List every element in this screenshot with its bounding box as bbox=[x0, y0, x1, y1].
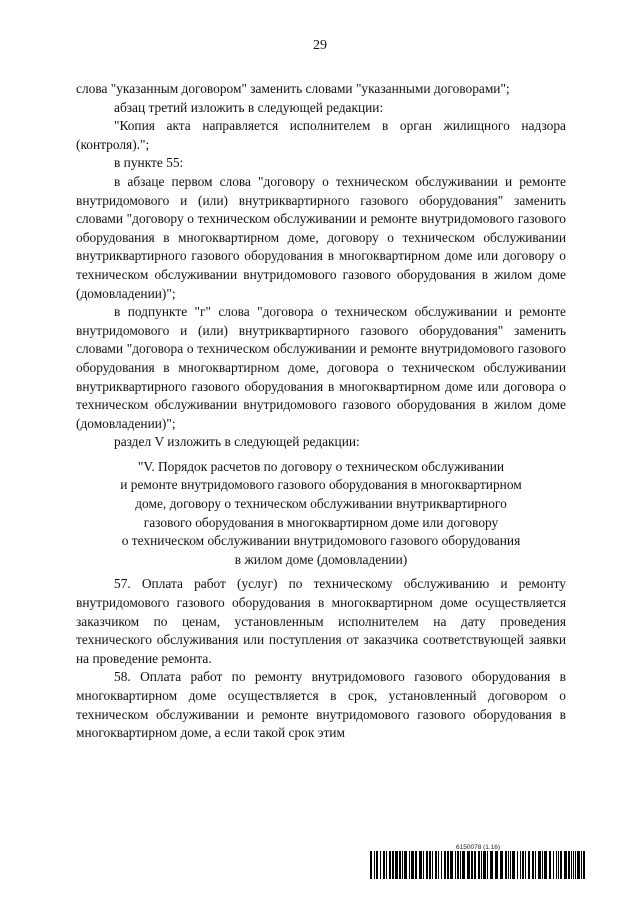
section-title bbox=[76, 458, 566, 570]
paragraph: в абзаце первом слова "договору о техническом обслуживании и ремонте внутридомового и (или) внутриквартирного газового оборудования" заменить словами "договору о техническом обслуживании и ремонте внутридомового газового оборудования в многоквартирном доме, договору о техническом обслуживании внутриквартирного газового оборудования в многоквартирном доме или договору о техническом обслуживании внутридомового газового оборудования в жилом доме (домовладении)"; bbox=[76, 173, 566, 301]
section-title-line: и ремонте внутридомового газового оборудования в многоквартирном bbox=[120, 477, 522, 493]
page-number: 29 bbox=[313, 38, 327, 53]
clause-57: 57. Оплата работ (услуг) по техническому обслуживанию и ремонту внутридомового газового оборудования в многоквартирном доме осуществляется заказчиком по ценам, установленным исполнителем на дату проведения технического обслуживания или поступления от заказчика соответствующей заявки на проведение ремонта. bbox=[76, 576, 566, 666]
paragraph: "Копия акта направляется исполнителем в орган жилищного надзора (контроля)."; bbox=[76, 118, 566, 152]
document-body bbox=[76, 80, 566, 743]
paragraph: раздел V изложить в следующей редакции: bbox=[114, 434, 360, 450]
paragraph: в пункте 55: bbox=[114, 155, 184, 171]
paragraph: слова "указанным договором" заменить словами "указанными договорами"; bbox=[76, 81, 510, 96]
barcode-icon bbox=[370, 851, 586, 879]
paragraph: абзац третий изложить в следующей редакции: bbox=[114, 99, 384, 115]
section-title-line: о техническом обслуживании внутридомового газового оборудования bbox=[121, 533, 521, 549]
section-title-line: "V. Порядок расчетов по договору о техническом обслуживании bbox=[137, 458, 505, 474]
clause-58: 58. Оплата работ по ремонту внутридомового газового оборудования в многоквартирном доме осуществляется в срок, установленный договором о техническом обслуживании и ремонте внутридомового газового оборудования в многоквартирном доме, а если такой срок этим bbox=[76, 669, 566, 741]
section-title-line: газового оборудования в многоквартирном доме или договору bbox=[143, 514, 499, 530]
section-title-line: в жилом доме (домовладении) bbox=[234, 551, 408, 567]
barcode-label: 6150078 (1.16) bbox=[456, 844, 501, 851]
paragraph: в подпункте "г" слова "договора о техническом обслуживании и ремонте внутридомового и (или) внутриквартирного газового оборудования" заменить словами "договора о техническом обслуживании и ремонте внутридомового газового оборудования в многоквартирном доме, договора о техническом обслуживании внутриквартирного газового оборудования в многоквартирном доме или договора о техническом обслуживании внутридомового газового оборудования в жилом доме (домовладении)"; bbox=[76, 304, 566, 431]
section-title-line: доме, договору о техническом обслуживании внутриквартирного bbox=[135, 496, 507, 512]
